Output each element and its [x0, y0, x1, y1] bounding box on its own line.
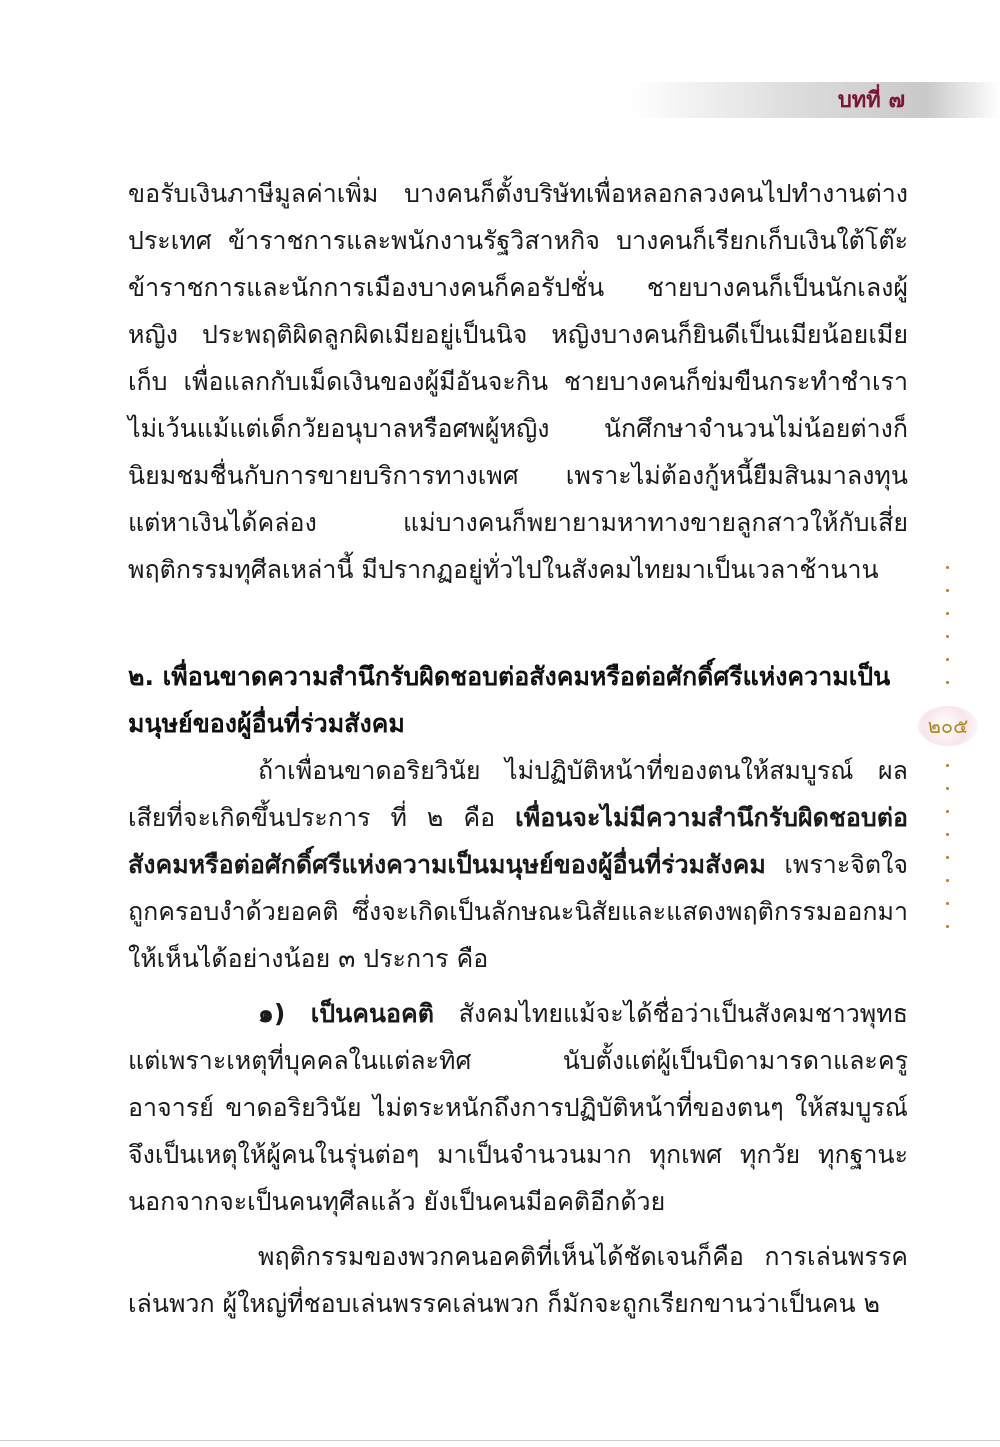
page-body: [128, 170, 908, 1327]
margin-dots-bottom: [946, 764, 950, 948]
paragraph-2-start: ถ้าเพื่อนขาดอริยวินัย ไม่ปฏิบัติหน้าที่ของตนให้สมบูรณ์ ผลเสียที่จะเกิดขึ้นประการ ที่ ๒ คือ: [128, 756, 908, 832]
paragraph-4: พฤติกรรมของพวกคนอคติที่เห็นได้ชัดเจนก็คือ การเล่นพรรคเล่นพวก ผู้ใหญ่ที่ชอบเล่นพรรคเล่นพวก ก็มักจะถูกเรียกขานว่าเป็นคน ๒: [128, 1242, 908, 1318]
section-heading: ๒. เพื่อนขาดความสำนึกรับผิดชอบต่อสังคมหรือต่อศักดิ์ศรีแห่งความเป็นมนุษย์ของผู้อื่นที่ร่วมสังคม: [128, 662, 891, 738]
bottom-rule: [0, 1440, 1000, 1441]
paragraph-2: [128, 747, 908, 982]
paragraph-2-emphasis: เพื่อนจะไม่มีความสำนึกรับผิดชอบต่อสังคมหรือต่อศักดิ์ศรีแห่งความเป็นมนุษย์ของผู้อื่นที่ร่วมสังคม: [128, 803, 908, 879]
paragraph-1: ขอรับเงินภาษีมูลค่าเพิ่ม บางคนก็ตั้งบริษัทเพื่อหลอกลวงคนไปทำงานต่างประเทศ ข้าราชการและพนักงานรัฐวิสาหกิจ บางคนก็เรียกเก็บเงินใต้โต๊ะ ข้าราชการและนักการเมืองบางคนก็คอรัปชั่น ชายบางคนก็เป็นนักเลงผู้หญิง ประพฤติผิดลูกผิดเมียอยู่เป็นนิจ หญิงบางคนก็ยินดีเป็นเมียน้อยเมียเก็บ เพื่อแลกกับเม็ดเงินของผู้มีอันจะกิน ชายบางคนก็ข่มขืนกระทำชำเรา ไม่เว้นแม้แต่เด็กวัยอนุบาลหรือศพผู้หญิง นักศึกษาจำนวนไม่น้อยต่างก็นิยมชมชื่นกับการขายบริการทางเพศ เพราะไม่ต้องกู้หนี้ยืมสินมาลงทุน แต่หาเงินได้คล่อง แม่บางคนก็พยายามหาทางขายลูกสาวให้กับเสี่ย พฤติกรรมทุศีลเหล่านี้ มีปรากฏอยู่ทั่วไปในสังคมไทยมาเป็นเวลาช้านาน: [128, 179, 908, 584]
header-gradient-bar: [630, 82, 1000, 118]
paragraph-3-title: ๑) เป็นคนอคติ: [258, 999, 434, 1028]
paragraph-3: [128, 990, 908, 1225]
paragraph-2-end: เพราะจิตใจถูกครอบงำด้วยอคติ ซึ่งจะเกิดเป็นลักษณะนิสัยและแสดงพฤติกรรมออกมาให้เห็นได้อย่างน้อย ๓ ประการ คือ: [128, 850, 908, 973]
chapter-title: บทที่ ๗: [837, 87, 905, 113]
paragraph-3-text: สังคมไทยแม้จะได้ชื่อว่าเป็นสังคมชาวพุทธ แต่เพราะเหตุที่บุคคลในแต่ละทิศ นับตั้งแต่ผู้เป็นบิดามารดาและครูอาจารย์ ขาดอริยวินัย ไม่ตระหนักถึงการปฏิบัติหน้าที่ของตนๆ ให้สมบูรณ์ จึงเป็นเหตุให้ผู้คนในรุ่นต่อๆ มาเป็นจำนวนมาก ทุกเพศ ทุกวัย ทุกฐานะ นอกจากจะเป็นคนทุศีลแล้ว ยังเป็นคนมีอคติอีกด้วย: [128, 999, 908, 1216]
page-number: ๒๐๕: [918, 706, 978, 746]
margin-dots-top: [946, 566, 950, 704]
